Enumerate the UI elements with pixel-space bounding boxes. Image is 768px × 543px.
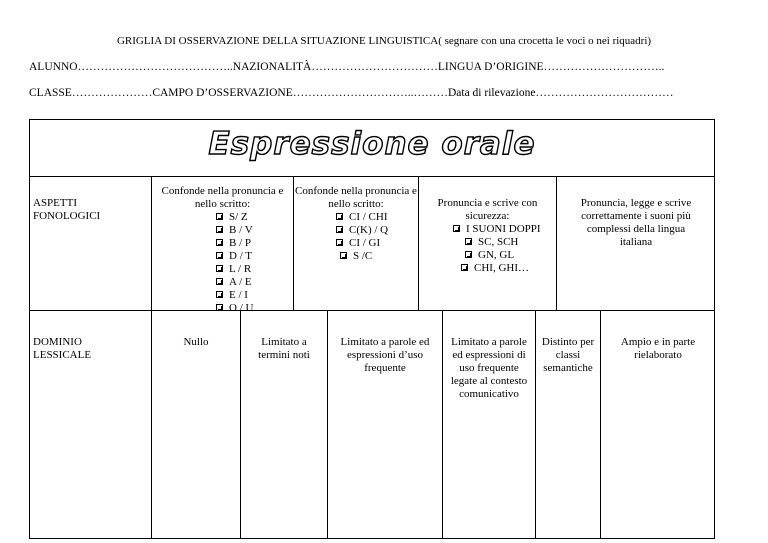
level-cell: Limitato a parole ed espressioni di uso frequente legate al contesto comunicativo (450, 336, 528, 400)
option-item[interactable]: E / I (216, 289, 293, 302)
checkbox-icon (340, 252, 347, 259)
option-item[interactable]: O / U (216, 302, 293, 315)
checkbox-icon (216, 291, 223, 298)
criteria-cell: Pronuncia, legge e scrive correttamente i suoni più complessi della lingua italiana (580, 197, 692, 248)
option-item[interactable]: C(K) / Q (336, 224, 418, 237)
checkbox-icon (465, 238, 472, 245)
level-cell: Nullo (183, 336, 209, 348)
criteria-cell: Confonde nella pronuncia e nello scritto: CI / CHI C(K) / Q CI / GI S /C (295, 185, 417, 262)
checkbox-icon (336, 239, 343, 246)
option-item[interactable]: B / P (216, 237, 293, 250)
checkbox-icon (216, 213, 223, 220)
option-item[interactable]: SC, SCH (465, 236, 556, 249)
checkbox-icon (216, 304, 223, 311)
criteria-cell: Confonde nella pronuncia e nello scritto: S/ Z B / V B / P D / T L / R A / E E / I O / U (152, 185, 293, 315)
document-title: GRIGLIA DI OSSERVAZIONE DELLA SITUAZIONE LINGUISTICA( segnare con una crocetta le voci o nei riquadri) (116, 35, 652, 47)
option-item[interactable]: CI / GI (336, 237, 418, 250)
section-heading: Espressione orale (208, 126, 536, 162)
checkbox-icon (336, 213, 343, 220)
level-cell: Limitato a termini noti (258, 336, 310, 361)
option-item[interactable]: CI / CHI (336, 211, 418, 224)
row-divider (29, 310, 715, 311)
checkbox-icon (216, 226, 223, 233)
option-item[interactable]: I SUONI DOPPI (453, 223, 556, 236)
option-item[interactable]: B / V (216, 224, 293, 237)
student-info-line: ALUNNO…………………………………..NAZIONALITÀ……………………………LINGUA D’ORIGINE………………………….. (29, 61, 665, 73)
checkbox-icon (465, 251, 472, 258)
checkbox-icon (216, 265, 223, 272)
checkbox-icon (453, 225, 460, 232)
option-item[interactable]: A / E (216, 276, 293, 289)
observation-table (29, 119, 715, 539)
level-cell: Ampio e in parte rielaborato (620, 336, 696, 361)
checkbox-icon (216, 239, 223, 246)
checkbox-icon (461, 264, 468, 271)
checkbox-icon (216, 278, 223, 285)
option-item[interactable]: GN, GL (465, 249, 556, 262)
checkbox-icon (336, 226, 343, 233)
row-label-fonologici: ASPETTI FONOLOGICI (33, 197, 101, 222)
class-info-line: CLASSE…………………CAMPO D’OSSERVAZIONE…………………………..………Data di rilevazione……………………………… (29, 87, 674, 99)
option-item[interactable]: D / T (216, 250, 293, 263)
criteria-cell: Pronuncia e scrive con sicurezza: I SUONI DOPPI SC, SCH GN, GL CHI, GHI… (419, 197, 556, 275)
option-item[interactable]: L / R (216, 263, 293, 276)
table-heading-row (29, 119, 715, 177)
option-item[interactable]: S /C (340, 250, 418, 263)
level-cell: Distinto per classi semantiche (541, 336, 595, 374)
level-cell: Limitato a parole ed espressioni d’uso frequente (340, 336, 430, 374)
checkbox-icon (216, 252, 223, 259)
option-item[interactable]: CHI, GHI… (461, 262, 556, 275)
option-item[interactable]: S/ Z (216, 211, 293, 224)
row-label-lessicale: DOMINIO LESSICALE (33, 336, 92, 361)
